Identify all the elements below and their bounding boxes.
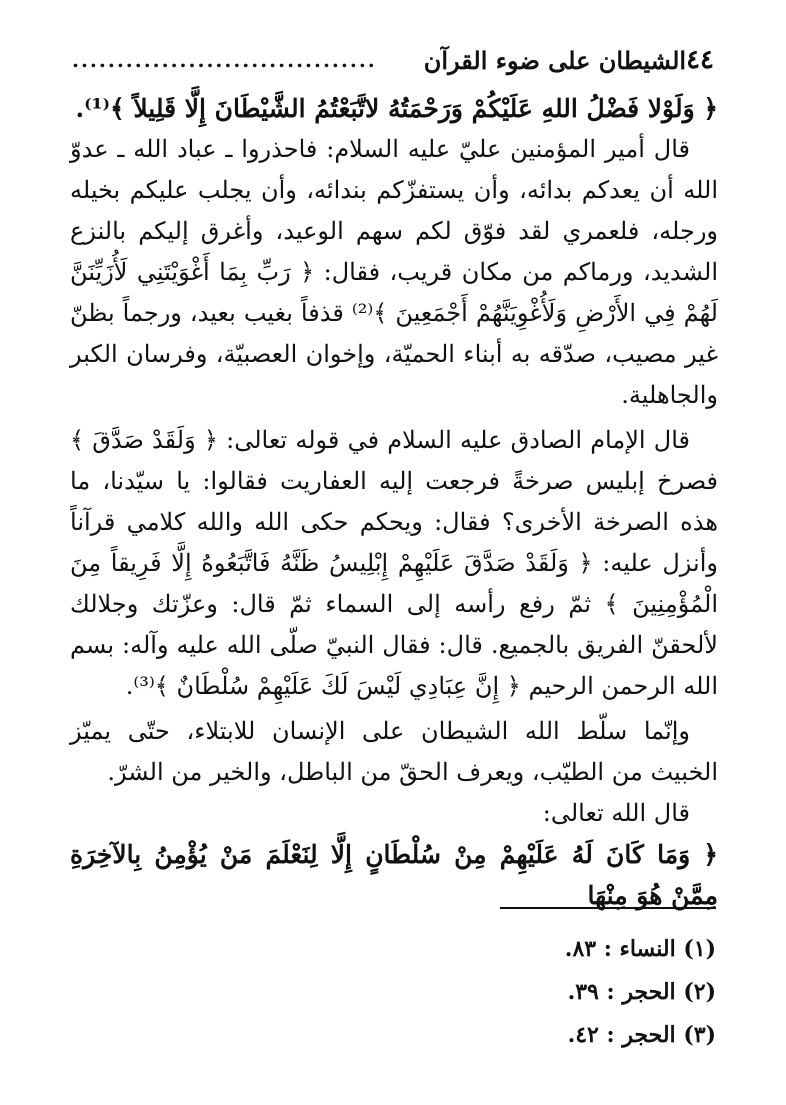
paragraph-imam-ali: قال أمير المؤمنين عليّ عليه السلام: فاحذروا ـ عباد الله ـ عدوّ الله أن يعدكم بدائه، وأن يستفزّكم بندائه، وأن يجلب عليكم بخيله ورجله، فلعمري لقد فوّق لكم سهم الوعيد، وأغرق إليكم بالنزع الشديد، ورماكم من مكان قريب، فقال: ﴿ رَبِّ بِمَا أَغْوَيْتَنِي لَأُزَيِّنَنَّ لَهُمْ فِي الأَرْضِ وَلَأُغْوِيَنَّهُمْ أَجْمَعِينَ ﴾⁽²⁾ قذفاً بغيب بعيد، ورجماً بظنّ غير مصيب، صدّقه به أبناء الحميّة، وإخوان العصبيّة، وفرسان الكبر والجاهلية. — [70, 135, 718, 409]
footnotes — [456, 928, 716, 1057]
footnote-1: (١) النساء : ٨٣. — [564, 936, 716, 962]
footnote-3: (٣) الحجر : ٤٢. — [567, 1022, 716, 1048]
page-body — [70, 88, 718, 916]
running-head — [72, 46, 686, 75]
running-title: الشيطان على ضوء القرآن — [423, 45, 687, 75]
quran-verse-final: ﴿ وَمَا كَانَ لَهُ عَلَيْهِمْ مِنْ سُلْطَانٍ إِلَّا لِنَعْلَمَ مَنْ يُؤْمِنُ بِالآخِرَةِ مِمَّنْ هُوَ مِنْهَا — [70, 840, 718, 910]
leader-dots: .................................. — [72, 48, 377, 72]
paragraph-testing: وإنّما سلّط الله الشيطان على الإنسان للابتلاء، حتّى يميّز الخبيث من الطيّب، ويعرف الحقّ من الباطل، والخير من الشرّ. — [70, 717, 718, 786]
footnote-divider — [500, 907, 716, 909]
page-header — [72, 40, 714, 80]
footnote-2: (٢) الحجر : ٣٩. — [567, 979, 716, 1005]
paragraph-imam-sadiq: قال الإمام الصادق عليه السلام في قوله تعالى: ﴿ وَلَقَدْ صَدَّقَ ﴾ فصرخ إبليس صرخةً فرجعت إليه العفاريت فقالوا: يا سيّدنا، ما هذه الصرخة الأخرى؟ فقال: ويحكم حكى الله والله كلامي قرآناً وأنزل عليه: ﴿ وَلَقَدْ صَدَّقَ عَلَيْهِمْ إِبْلِيسُ ظَنَّهُ فَاتَّبَعُوهُ إِلَّا فَرِيقاً مِنَ الْمُؤْمِنِينَ ﴾ ثمّ رفع رأسه إلى السماء ثمّ قال: وعزّتك وجلالك لألحقنّ الفريق بالجميع. قال: فقال النبيّ صلّى الله عليه وآله: بسم الله الرحمن الرحيم ﴿ إِنَّ عِبَادِي لَيْسَ لَكَ عَلَيْهِمْ سُلْطَانٌ ﴾⁽³⁾. — [70, 426, 718, 700]
page-number: ٤٤ — [686, 45, 714, 75]
quote-intro: قال الله تعالى: — [542, 799, 690, 827]
quran-verse-1: ﴿ وَلَوْلا فَضْلُ اللهِ عَلَيْكُمْ وَرَحْمَتُهُ لاتَّبَعْتُمُ الشَّيْطَانَ إِلَّا قَلِيلاً ﴾⁽¹⁾. — [75, 94, 718, 123]
